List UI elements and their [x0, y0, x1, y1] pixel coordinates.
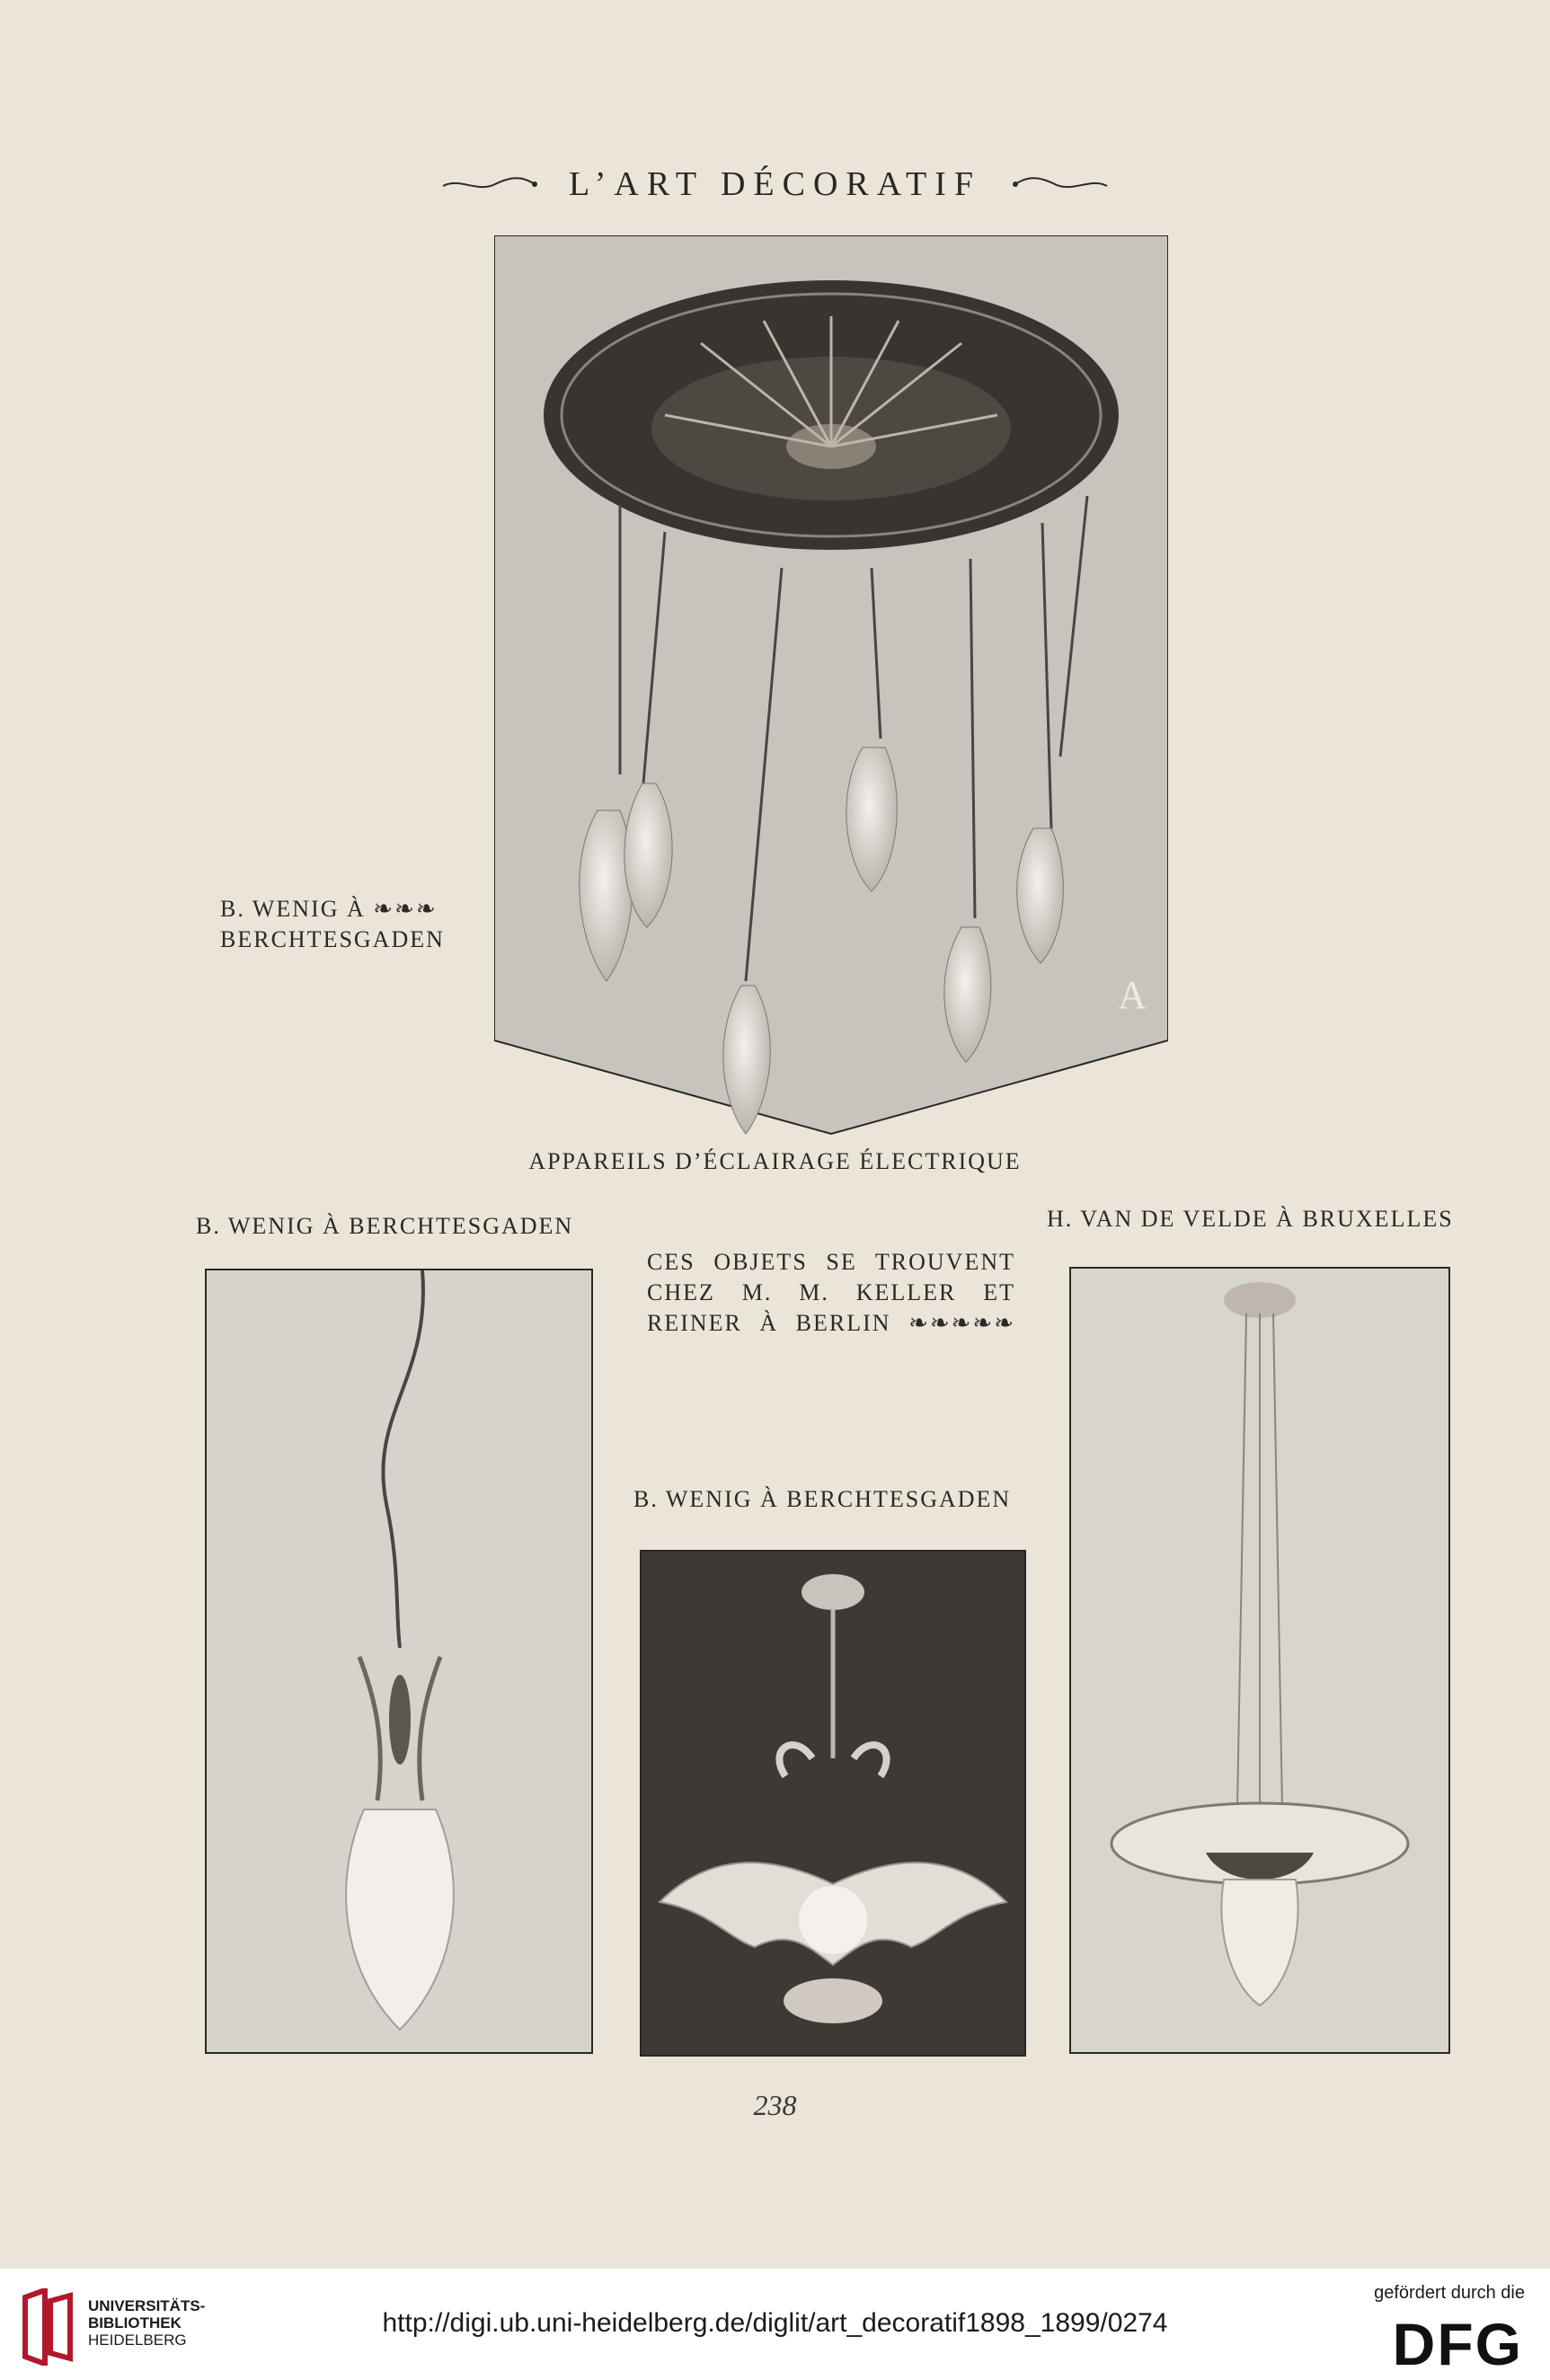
right-flourish-ornament — [1010, 173, 1109, 195]
funded-by-label: gefördert durch die — [1374, 2283, 1525, 2303]
left-photo-caption: B. WENIG À BERCHTESGADEN — [196, 1213, 574, 1239]
library-name-line-2: BIBLIOTHEK — [88, 2314, 182, 2331]
location-note-line-2: CHEZ M. M. KELLER ET — [647, 1279, 1015, 1305]
main-title-caption: APPAREILS D’ÉCLAIRAGE ÉLECTRIQUE — [528, 1148, 1022, 1174]
top-left-caption — [220, 894, 445, 955]
van-de-velde-lamp-photo — [1069, 1267, 1450, 2054]
top-left-caption-line-1: B. WENIG À ❧❧❧ — [220, 896, 438, 922]
chandelier-photo — [494, 235, 1168, 1136]
page-number: 238 — [753, 2089, 797, 2121]
location-note-line-1: CES OBJETS SE TROUVENT — [647, 1249, 1015, 1275]
right-photo-caption: H. VAN DE VELDE À BRUXELLES — [1047, 1206, 1454, 1232]
monogram-mark: A — [1118, 973, 1147, 1017]
header-title: L’ART DÉCORATIF — [569, 165, 981, 204]
left-flourish-ornament — [441, 173, 540, 195]
library-name-line-1: UNIVERSITÄTS- — [88, 2297, 206, 2314]
dfg-logo: DFG — [1392, 2311, 1523, 2377]
pendant-lamp-photo — [205, 1269, 593, 2054]
location-note-line-3: REINER À BERLIN ❧❧❧❧❧ — [647, 1310, 1015, 1336]
leaf-chandelier-photo — [640, 1550, 1026, 2057]
library-name-line-3: HEIDELBERG — [88, 2331, 187, 2349]
source-url-link[interactable]: http://digi.ub.uni-heidelberg.de/diglit/art_decoratif1898_1899/0274 — [382, 2308, 1168, 2338]
location-note — [647, 1247, 1015, 1339]
digitization-footer — [0, 2269, 1550, 2380]
running-header — [0, 162, 1550, 204]
top-left-caption-line-2: BERCHTESGADEN — [220, 926, 445, 952]
center-photo-caption: B. WENIG À BERCHTESGADEN — [633, 1486, 1012, 1512]
